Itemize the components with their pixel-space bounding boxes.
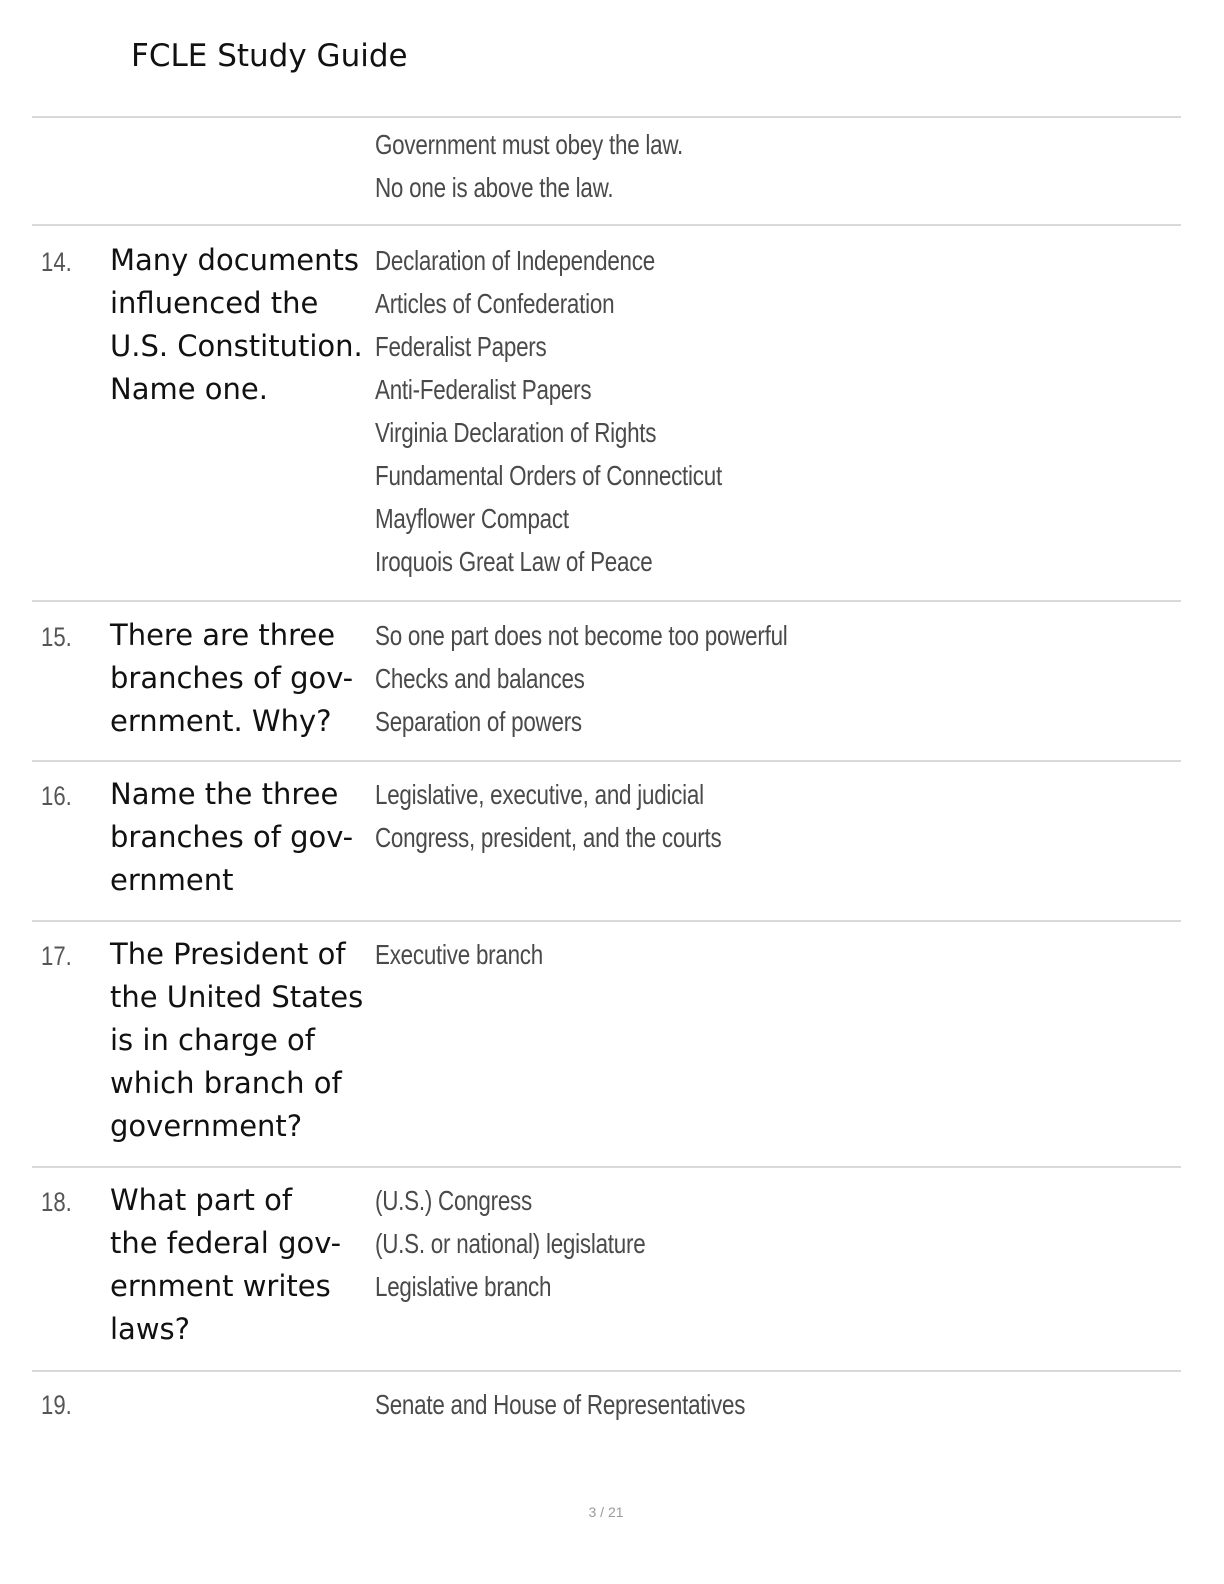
question-line: U.S. Constitution. <box>110 329 363 363</box>
answer-item: Checks and balances <box>375 663 585 694</box>
answer-item: (U.S.) Congress <box>375 1185 532 1216</box>
question-line: ernment. Why? <box>110 704 332 738</box>
answer-list <box>375 1179 713 1308</box>
question-line: ernment <box>110 863 234 897</box>
answer-item: Legislative branch <box>375 1271 552 1302</box>
question-number: 16. <box>41 781 72 811</box>
question-text <box>110 614 372 743</box>
question-line: Name one. <box>110 372 268 406</box>
answer-list <box>375 239 809 583</box>
study-guide-table <box>32 116 1181 1450</box>
question-line: The President of <box>110 937 346 971</box>
question-number: 14. <box>41 247 72 277</box>
question-text <box>110 239 372 411</box>
table-row <box>32 1370 1181 1450</box>
table-row <box>32 116 1181 224</box>
table-row <box>32 224 1181 600</box>
answer-item: No one is above the law. <box>375 172 614 203</box>
answer-list <box>375 1383 838 1426</box>
question-text <box>110 773 372 902</box>
question-line: which branch of <box>110 1066 342 1100</box>
table-row <box>32 600 1181 760</box>
answer-item: Declaration of Independence <box>375 245 655 276</box>
answer-item: Mayflower Compact <box>375 503 569 534</box>
page-number: 3 / 21 <box>588 1504 624 1520</box>
answer-item: Articles of Confederation <box>375 288 615 319</box>
question-line: There are three <box>110 618 336 652</box>
question-text <box>110 933 372 1148</box>
question-line: the United States <box>110 980 364 1014</box>
question-number: 18. <box>41 1187 72 1217</box>
question-line: the federal gov- <box>110 1226 342 1260</box>
question-line: branches of gov- <box>110 820 354 854</box>
question-number: 19. <box>41 1390 72 1420</box>
answer-item: Iroquois Great Law of Peace <box>375 546 653 577</box>
answer-item: So one part does not become too powerful <box>375 620 788 651</box>
table-row <box>32 1166 1181 1370</box>
answer-item: Congress, president, and the courts <box>375 822 722 853</box>
question-line: laws? <box>110 1312 191 1346</box>
answer-list <box>375 614 891 743</box>
answer-item: Anti-Federalist Papers <box>375 374 592 405</box>
question-line: ernment writes <box>110 1269 331 1303</box>
answer-item: Legislative, executive, and judicial <box>375 779 704 810</box>
answer-item: Federalist Papers <box>375 331 547 362</box>
question-line: What part of <box>110 1183 293 1217</box>
question-line: is in charge of <box>110 1023 315 1057</box>
answer-item: Virginia Declaration of Rights <box>375 417 657 448</box>
answer-item: Senate and House of Representatives <box>375 1389 746 1420</box>
question-line: government? <box>110 1109 303 1143</box>
answer-list <box>375 773 808 859</box>
answer-item: (U.S. or national) legislature <box>375 1228 646 1259</box>
answer-item: Separation of powers <box>375 706 582 737</box>
question-line: Many documents <box>110 243 359 277</box>
answer-list <box>375 933 585 976</box>
answer-item: Government must obey the law. <box>375 129 684 160</box>
table-row <box>32 760 1181 920</box>
page-title: FCLE Study Guide <box>131 38 408 74</box>
answer-item: Fundamental Orders of Connecticut <box>375 460 722 491</box>
answer-item: Executive branch <box>375 939 543 970</box>
question-line: Name the three <box>110 777 339 811</box>
question-number: 17. <box>41 941 72 971</box>
question-line: branches of gov- <box>110 661 354 695</box>
question-number: 15. <box>41 622 72 652</box>
answer-list <box>375 123 760 209</box>
table-row <box>32 920 1181 1166</box>
question-line: influenced the <box>110 286 319 320</box>
question-text <box>110 1179 372 1351</box>
